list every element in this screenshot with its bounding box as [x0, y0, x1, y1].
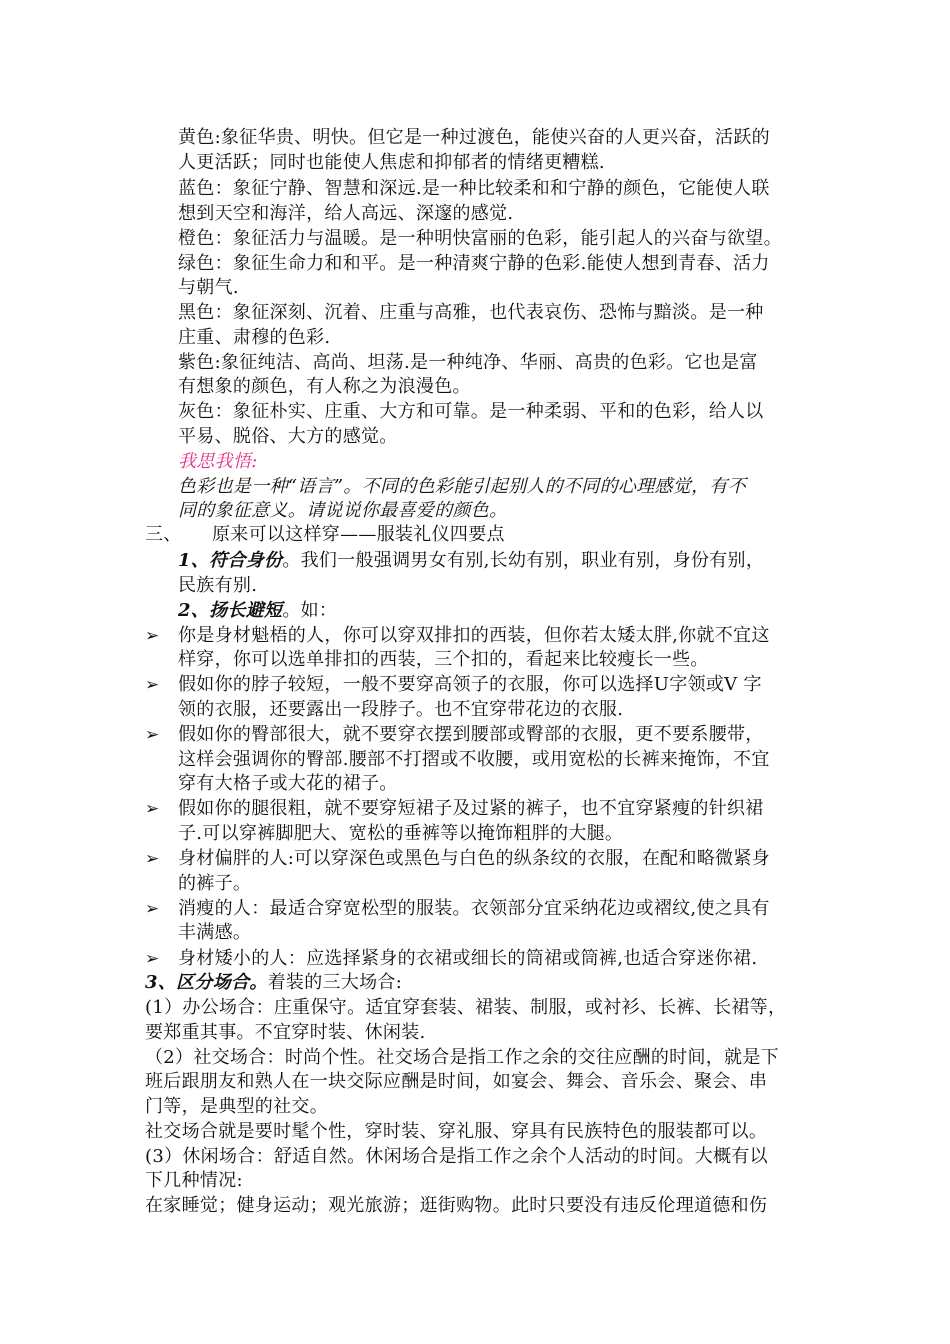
bullet-arrow-icon: ➢ [145, 849, 160, 869]
leisure-line-3: 在家睡觉；健身运动；观光旅游；逛街购物。此时只要没有违反伦理道德和伤 [145, 1195, 768, 1216]
bullet-arrow-icon: ➢ [145, 675, 160, 695]
bullet-4-line-2: 子.可以穿裤脚肥大、宽松的垂裤等以掩饰粗胖的大腿。 [178, 823, 624, 844]
section-3-number: 三、 [145, 524, 182, 545]
bullet-arrow-icon: ➢ [145, 949, 160, 969]
bullet-1-line-2: 样穿，你可以选单排扣的西装，三个扣的，看起来比较瘦长一些。 [178, 649, 709, 670]
reflection-line-2: 同的象征意义。请说说你最喜爱的颜色。 [178, 500, 508, 521]
office-line-1: (1）办公场合：庄重保守。适宜穿套装、裙装、制服，或衬衫、长裤、长裙等， [145, 997, 787, 1018]
purple-line-2: 有想象的颜色，有人称之为浪漫色。 [178, 376, 471, 397]
office-line-2: 要郑重其事。不宜穿时装、休闲装. [145, 1022, 426, 1043]
gray-line-2: 平易、脱俗、大方的感觉。 [178, 426, 398, 447]
orange-line-1: 橙色：象征活力与温暖。是一种明快富丽的色彩，能引起人的兴奋与欲望。 [178, 228, 782, 249]
point-2-line [178, 599, 337, 623]
bullet-2-line-2: 领的衣服，还要露出一段脖子。也不宜穿带花边的衣服. [178, 699, 624, 720]
point-1-label: 1、符合身份 [178, 550, 283, 571]
point-3-label: 3、区分场合。 [145, 972, 268, 993]
bullet-3-line-3: 穿有大格子或大花的裙子。 [178, 773, 398, 794]
point-2-label: 2、扬长避短 [178, 600, 283, 621]
bullet-4-line-1: 假如你的腿很粗，就不要穿短裙子及过紧的裤子，也不宜穿紧瘦的针织裙 [178, 798, 764, 819]
point-1-text: 。我们一般强调男女有别,长幼有别，职业有别，身份有别， [282, 550, 765, 571]
bullet-6-line-1: 消瘦的人：最适合穿宽松型的服装。衣领部分宜采纳花边或褶纹,使之具有 [178, 898, 770, 919]
black-line-2: 庄重、肃穆的色彩. [178, 327, 331, 348]
point-3-text: 着装的三大场合: [267, 972, 403, 993]
black-line-1: 黑色：象征深刻、沉着、庄重与高雅，也代表哀伤、恐怖与黯淡。是一种 [178, 302, 764, 323]
reflection-line-1: 色彩也是一种“语言”。不同的色彩能引起别人的不同的心理感觉，有不 [178, 476, 747, 497]
point-2-text: 。如： [282, 600, 338, 621]
reflection-title: 我思我悟: [178, 451, 258, 472]
blue-line-1: 蓝色：象征宁静、智慧和深远.是一种比较柔和和宁静的颜色，它能使人联 [178, 178, 770, 199]
yellow-line-1: 黄色:象征华贵、明快。但它是一种过渡色，能使兴奋的人更兴奋，活跃的 [178, 127, 770, 148]
point-1-line-1 [178, 549, 764, 573]
bullet-arrow-icon: ➢ [145, 626, 160, 646]
bullet-1-line-1: 你是身材魁梧的人，你可以穿双排扣的西装，但你若太矮太胖,你就不宜这 [178, 625, 770, 646]
point-3-line [145, 971, 402, 995]
blue-line-2: 想到天空和海洋，给人高远、深邃的感觉. [178, 203, 514, 224]
bullet-5-line-2: 的裤子。 [178, 873, 252, 894]
bullet-5-line-1: 身材偏胖的人:可以穿深色或黑色与白色的纵条纹的衣服，在配和略微紧身 [178, 848, 770, 869]
section-3-title: 原来可以这样穿——服装礼仪四要点 [212, 524, 505, 545]
bullet-arrow-icon: ➢ [145, 899, 160, 919]
social-line-2: 班后跟朋友和熟人在一块交际应酬是时间，如宴会、舞会、音乐会、聚会、串 [145, 1071, 768, 1092]
bullet-7-line-1: 身材矮小的人：应选择紧身的衣裙或细长的筒裙或筒裤,也适合穿迷你裙. [178, 948, 758, 969]
bullet-6-line-2: 丰满感。 [178, 922, 252, 943]
bullet-3-line-1: 假如你的臀部很大，就不要穿衣摆到腰部或臀部的衣服，更不要系腰带， [178, 724, 764, 745]
bullet-3-line-2: 这样会强调你的臀部.腰部不打摺或不收腰，或用宽松的长裤来掩饰，不宜 [178, 749, 770, 770]
leisure-line-2: 下几种情况: [145, 1170, 243, 1191]
purple-line-1: 紫色:象征纯洁、高尚、坦荡.是一种纯净、华丽、高贵的色彩。它也是富 [178, 352, 758, 373]
point-1-line-2: 民族有别. [178, 575, 258, 596]
gray-line-1: 灰色：象征朴实、庄重、大方和可靠。是一种柔弱、平和的色彩，给人以 [178, 401, 764, 422]
green-line-1: 绿色：象征生命力和和平。是一种清爽宁静的色彩.能使人想到青春、活力 [178, 253, 770, 274]
bullet-2-line-1: 假如你的脖子较短，一般不要穿高领子的衣服，你可以选择U字领或V 字 [178, 674, 762, 695]
leisure-line-1: (3）休闲场合：舒适自然。休闲场合是指工作之余个人活动的时间。大概有以 [145, 1146, 768, 1167]
social-line-3: 门等，是典型的社交。 [145, 1096, 328, 1117]
social-line-4: 社交场合就是要时髦个性，穿时装、穿礼服、穿具有民族特色的服装都可以。 [145, 1121, 768, 1142]
yellow-line-2: 人更活跃；同时也能使人焦虑和抑郁者的情绪更糟糕. [178, 152, 605, 173]
social-line-1: （2）社交场合：时尚个性。社交场合是指工作之余的交往应酬的时间，就是下 [145, 1047, 779, 1068]
bullet-arrow-icon: ➢ [145, 725, 160, 745]
bullet-arrow-icon: ➢ [145, 799, 160, 819]
green-line-2: 与朝气. [178, 277, 239, 298]
